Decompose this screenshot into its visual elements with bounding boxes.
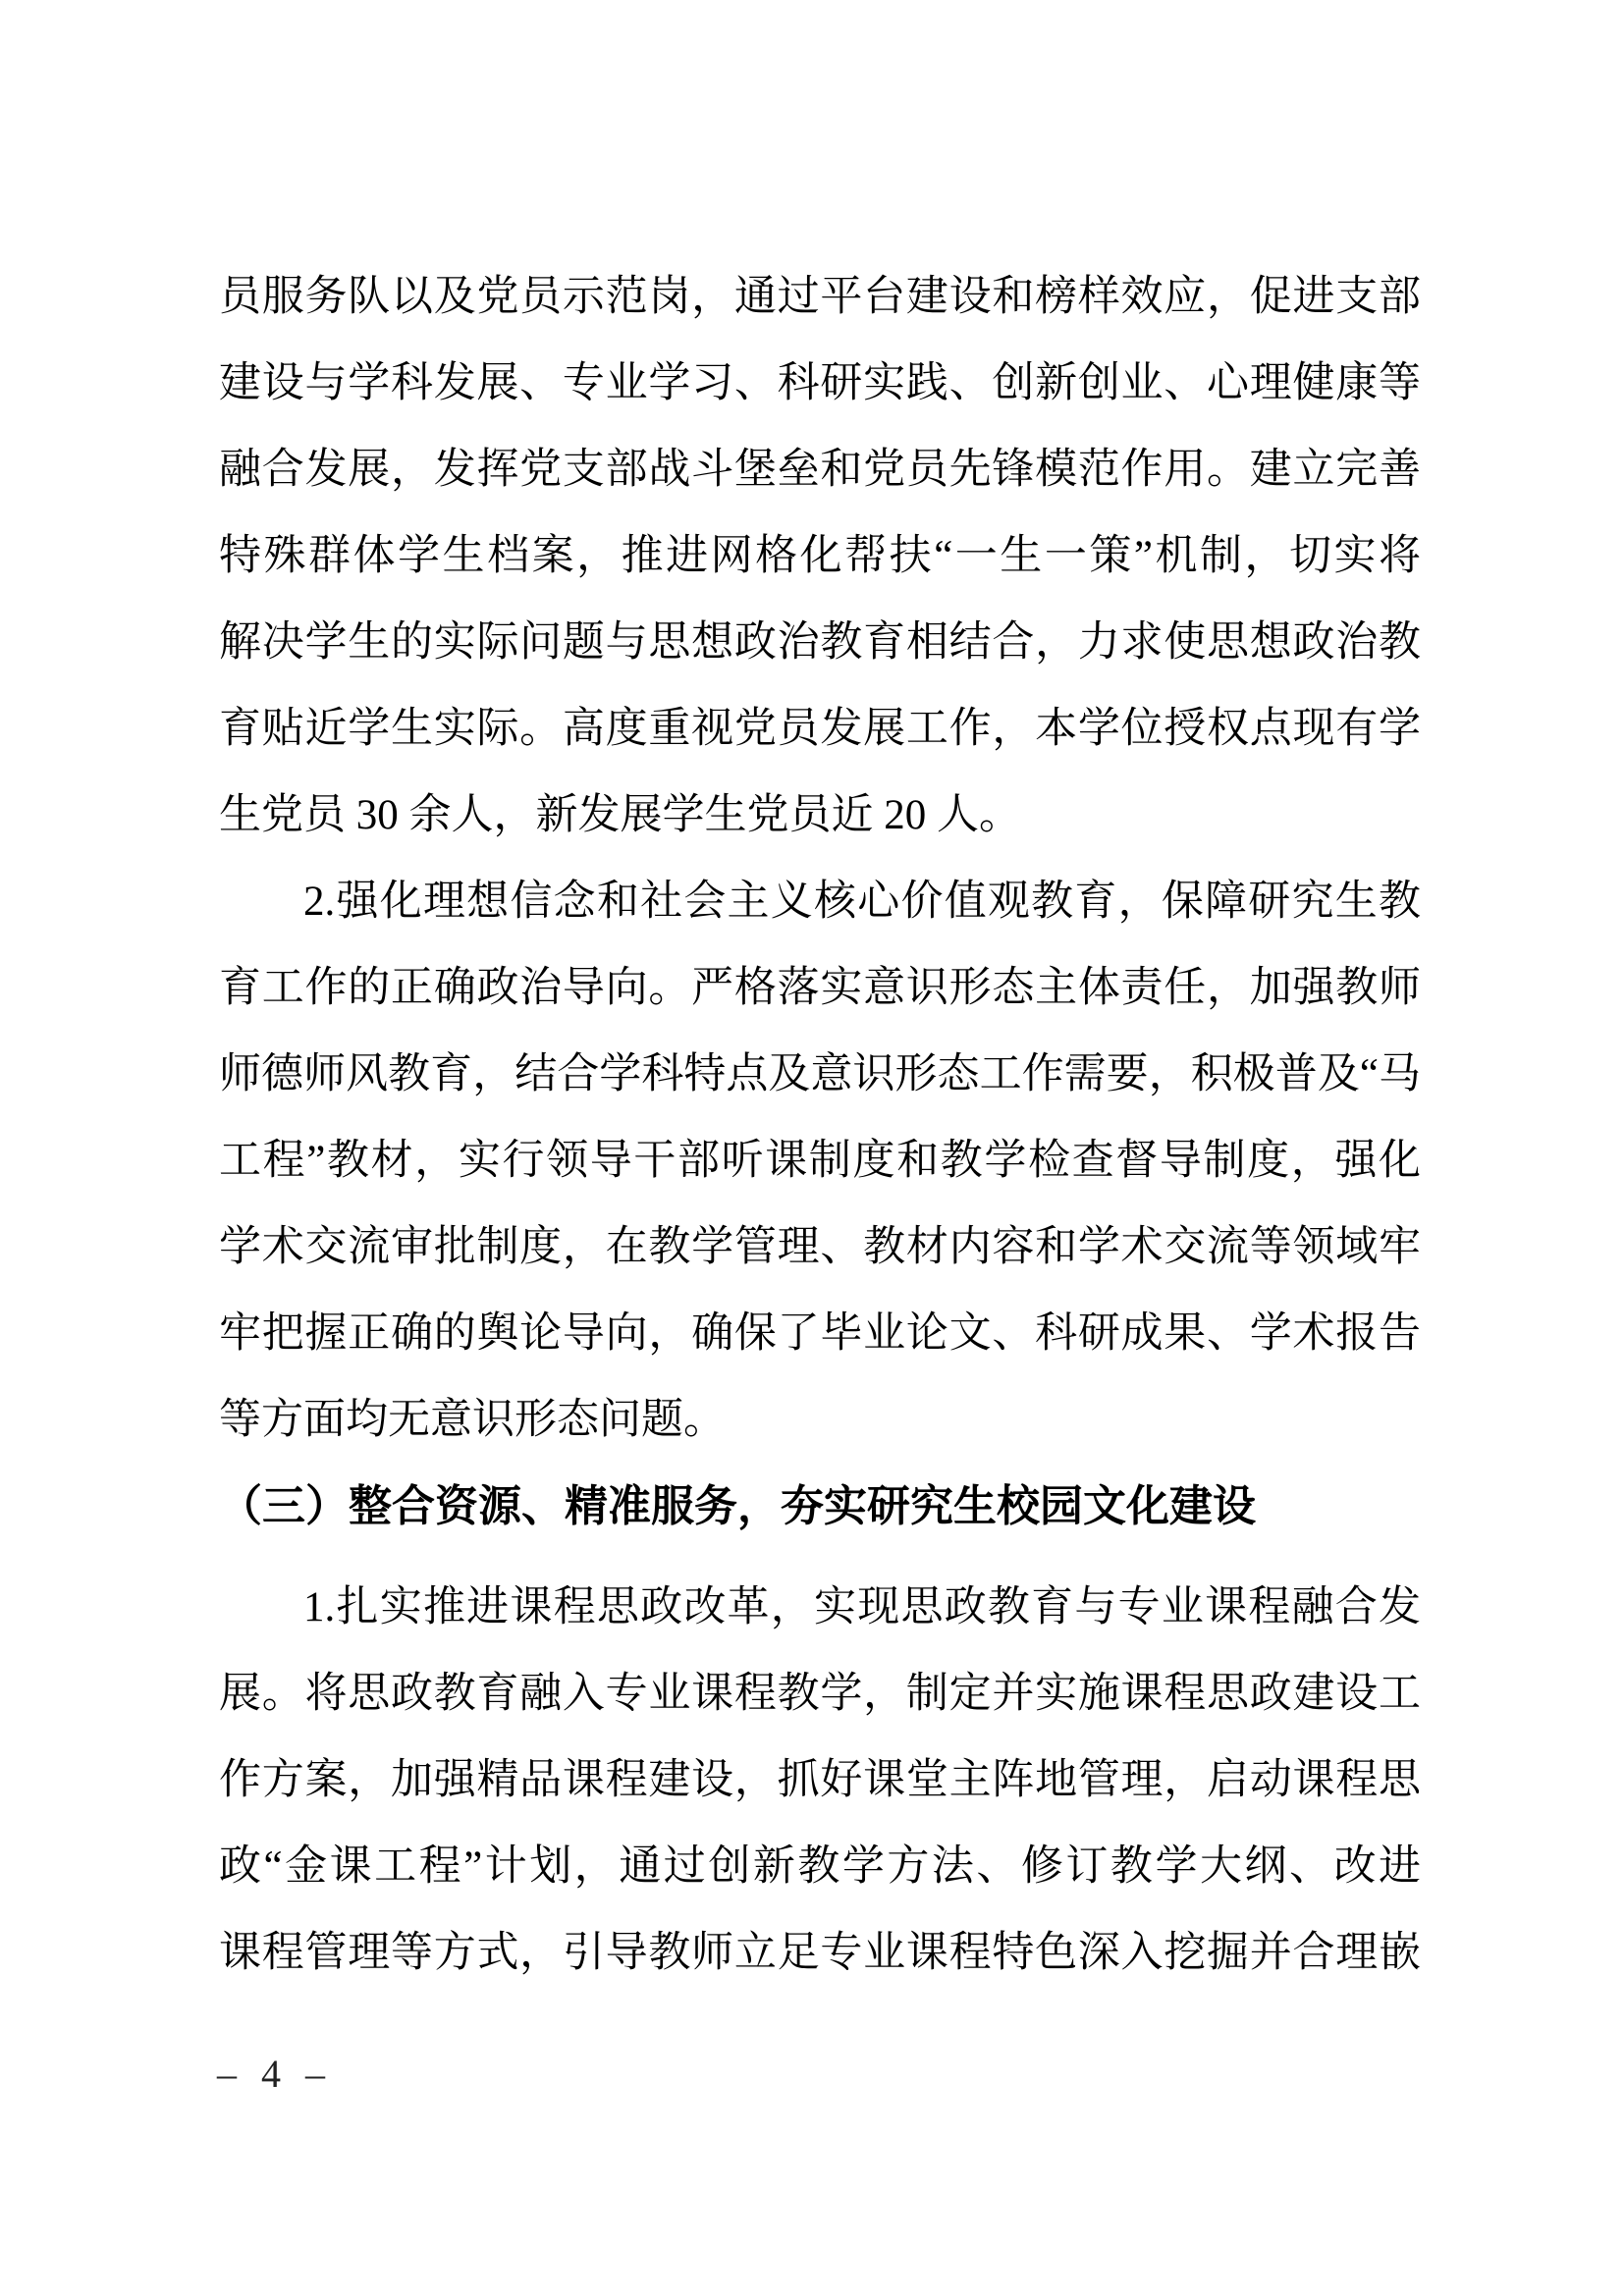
document-body: [219, 254, 1421, 1997]
body-line: 建设与学科发展、专业学习、科研实践、创新创业、心理健康等: [219, 360, 1421, 406]
body-line: 工程”教材，实行领导干部听课制度和教学检查督导制度，强化: [219, 1138, 1421, 1184]
body-line: 育贴近学生实际。高度重视党员发展工作，本学位授权点现有学: [219, 706, 1421, 752]
body-line: 师德师风教育，结合学科特点及意识形态工作需要，积极普及“马: [219, 1051, 1421, 1097]
body-line: 育工作的正确政治导向。严格落实意识形态主体责任，加强教师: [219, 965, 1421, 1011]
body-line: 作方案，加强精品课程建设，抓好课堂主阵地管理，启动课程思: [219, 1757, 1421, 1803]
page-number: – 4 –: [217, 2052, 327, 2096]
body-line: 等方面均无意识形态问题。: [219, 1397, 726, 1443]
body-line: 2.强化理想信念和社会主义核心价值观教育，保障研究生教: [303, 879, 1421, 925]
body-line: 牢把握正确的舆论导向，确保了毕业论文、科研成果、学术报告: [219, 1310, 1421, 1357]
body-line: 员服务队以及党员示范岗，通过平台建设和榜样效应，促进支部: [219, 274, 1421, 320]
body-line: 1.扎实推进课程思政改革，实现思政教育与专业课程融合发: [303, 1584, 1421, 1630]
body-line: 展。将思政教育融入专业课程教学，制定并实施课程思政建设工: [219, 1671, 1421, 1717]
body-line: 特殊群体学生档案，推进网格化帮扶“一生一策”机制，切实将: [219, 533, 1421, 579]
section-heading: （三）整合资源、精准服务，夯实研究生校园文化建设: [219, 1482, 1256, 1530]
body-line: 学术交流审批制度，在教学管理、教材内容和学术交流等领域牢: [219, 1224, 1421, 1270]
body-line: 课程管理等方式，引导教师立足专业课程特色深入挖掘并合理嵌: [219, 1930, 1421, 1976]
body-line: 政“金课工程”计划，通过创新教学方法、修订教学大纲、改进: [219, 1843, 1421, 1890]
body-line: 生党员 30 余人，新发展学生党员近 20 人。: [219, 792, 1021, 838]
body-line: 融合发展，发挥党支部战斗堡垒和党员先锋模范作用。建立完善: [219, 447, 1421, 493]
body-line: 解决学生的实际问题与思想政治教育相结合，力求使思想政治教: [219, 619, 1421, 666]
